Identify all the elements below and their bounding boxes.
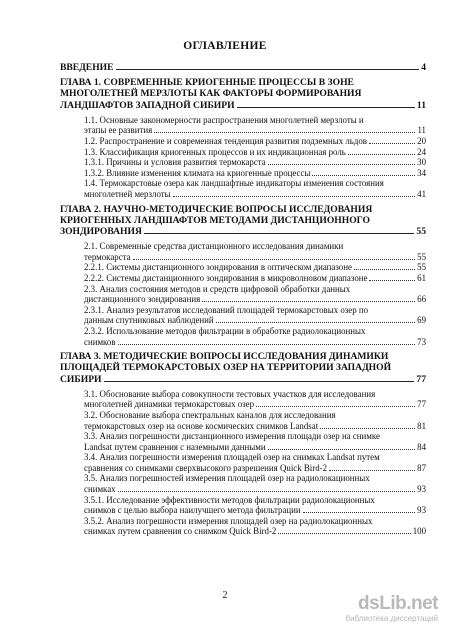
dot-leader — [369, 280, 415, 281]
section-entry-page: 77 — [417, 399, 426, 410]
section-entry — [60, 136, 426, 147]
dot-leader — [268, 164, 415, 165]
dot-leader — [202, 301, 415, 302]
section-entry-page: 69 — [417, 315, 426, 326]
dot-leader — [118, 491, 416, 492]
dot-leader — [173, 196, 415, 197]
section-entry-page: 30 — [417, 157, 426, 168]
section-entry — [60, 495, 426, 516]
section-entry-text: снимков — [84, 336, 116, 347]
chapter-entry — [60, 351, 426, 385]
section-entry-text: данным спутниковых наблюдений — [84, 315, 214, 326]
chapter-entry — [60, 77, 426, 111]
section-entry — [60, 305, 426, 326]
section-entry-text: 2.1. Современные средства дистанционного исследования динамики — [84, 241, 344, 252]
section-entry-text: многолетней мерзлоты — [84, 188, 171, 199]
section-entry-text: сравнения со снимками сверхвысокого разрешения Quick Bird-2 — [84, 462, 328, 473]
section-entry — [60, 452, 426, 473]
section-entry — [60, 473, 426, 494]
chapter-entry-text: КРИОГЕННЫХ ЛАНДШАФТОВ МЕТОДАМИ ДИСТАНЦИОННОГО — [60, 214, 371, 226]
watermark-logo: dsLib.net — [358, 593, 438, 614]
section-entry — [60, 168, 426, 179]
dot-leader — [369, 143, 415, 144]
intro-entry-page: 4 — [421, 62, 426, 73]
section-entry-page: 66 — [417, 294, 426, 305]
chapter-entry-text: ГЛАВА 1. СОВРЕМЕННЫЕ КРИОГЕННЫЕ ПРОЦЕССЫ В ЗОНЕ — [60, 77, 354, 89]
section-entry-text: Landsat путем сравнения с наземными данными — [84, 441, 266, 452]
dot-leader — [348, 154, 415, 155]
section-entry-text: 1.2. Распространение и современная тенденция развития подземных льдов — [84, 136, 367, 146]
section-entry-text: 2.2.2. Системы дистанционного зондирования в микроволновом диапазоне — [84, 272, 368, 283]
section-entry-text: снимках путем сравнения со снимком Quick Bird-2 — [84, 526, 277, 537]
section-entry-text: 1.3. Классификация криогенных процессов и их индикационная роль — [84, 146, 346, 157]
intro-entry-text: ВВЕДЕНИЕ — [60, 62, 114, 73]
section-entry-text: 3.5. Анализ погрешностей измерения площадей озер на радиолокационных — [84, 473, 370, 484]
watermark — [320, 594, 438, 630]
watermark-subtitle: библиотека диссертаций — [345, 614, 438, 623]
chapter-entry — [60, 204, 426, 238]
section-entry-page: 84 — [417, 441, 426, 452]
section-entry — [60, 389, 426, 410]
chapter-entry-text: ГЛАВА 3. МЕТОДИЧЕСКИЕ ВОПРОСЫ ИССЛЕДОВАНИЯ ДИНАМИКИ — [60, 351, 389, 363]
section-entry-text: 2.3. Анализ состояния методов и средств цифровой обработки данных — [84, 283, 351, 294]
dot-leader — [237, 107, 415, 108]
section-entry-page: 61 — [417, 272, 426, 283]
page-number: 2 — [222, 590, 228, 601]
section-entry-page: 24 — [417, 146, 426, 157]
dot-leader — [116, 69, 420, 70]
chapter-entry-page: 55 — [416, 225, 426, 237]
section-entry — [60, 273, 426, 284]
dot-leader — [278, 533, 410, 534]
section-entry-text: дистанционного зондирования — [84, 294, 201, 305]
dot-leader — [154, 132, 415, 133]
section-entry — [60, 284, 426, 305]
section-entry-text: 1.4. Термокарстовые озера как ландшафтные индикаторы изменения состояния — [84, 178, 384, 189]
section-entry-text: 3.5.2. Анализ погрешности измерения площадей озер на радиолокационных — [84, 515, 373, 526]
section-entry — [60, 431, 426, 452]
section-entry-text: снимков с целью выбора наилучшего метода фильтрации — [84, 505, 301, 516]
section-entry-text: 1.3.1. Причины и условия развития термокарста — [84, 157, 266, 168]
section-entry-page: 34 — [417, 167, 426, 178]
section-entry-page: 20 — [417, 136, 426, 146]
chapter-entry-text: ЛАНДШАФТОВ ЗАПАДНОЙ СИБИРИ — [60, 99, 235, 111]
section-entry-text: термокарста — [84, 251, 131, 262]
section-entry — [60, 157, 426, 168]
section-entry — [60, 326, 426, 347]
section-entry-text: 3.5.1. Исследование эффективности методов фильтрации радиолокационных — [84, 494, 375, 505]
section-entry-page: 73 — [417, 336, 426, 347]
section-entry-page: 41 — [417, 188, 426, 199]
section-entry-page: 93 — [417, 484, 426, 495]
section-entry-page: 93 — [417, 505, 426, 516]
chapter-entry-text: СИБИРИ — [60, 373, 102, 385]
chapter-entry-text: ПЛОЩАДЕЙ ТЕРМОКАРСТОВЫХ ОЗЕР НА ТЕРРИТОРИИ ЗАПАДНОЙ — [60, 362, 392, 374]
dot-leader — [216, 322, 415, 323]
section-entry — [60, 410, 426, 431]
dot-leader — [268, 449, 415, 450]
section-entry-text: снимках — [84, 484, 116, 495]
dot-leader — [303, 512, 415, 513]
chapter-entry-text: ГЛАВА 2. НАУЧНО-МЕТОДИЧЕСКИЕ ВОПРОСЫ ИССЛЕДОВАНИЯ — [60, 203, 373, 215]
section-entry — [60, 516, 426, 537]
table-of-contents — [60, 62, 426, 537]
section-entry-text: многолетней динамики термокарстовых озер — [84, 399, 255, 410]
section-entry-page: 100 — [412, 526, 426, 537]
dot-leader — [118, 344, 416, 345]
chapter-entry-page: 11 — [416, 99, 426, 111]
chapter-entry-text: МНОГОЛЕТНЕЙ МЕРЗЛОТЫ КАК ФАКТОРЫ ФОРМИРОВАНИЯ — [60, 88, 362, 100]
dot-leader — [354, 269, 415, 270]
intro-entry — [60, 62, 426, 73]
dot-leader — [144, 233, 415, 234]
section-entry-page: 81 — [417, 420, 426, 431]
section-entry-text: этапы ее развития — [84, 125, 153, 136]
section-entry-text: 3.2. Обоснование выбора спектральных каналов для исследования — [84, 409, 336, 420]
page-title: ОГЛАВЛЕНИЕ — [183, 40, 267, 52]
section-entry — [60, 115, 426, 136]
section-entry-text: 3.1. Обоснование выбора совокупности тестовых участков для исследования — [84, 388, 376, 399]
section-entry — [60, 178, 426, 199]
section-entry — [60, 241, 426, 262]
dot-leader — [104, 381, 415, 382]
dot-leader — [320, 428, 415, 429]
section-entry-page: 55 — [417, 251, 426, 262]
section-entry-page: 87 — [417, 462, 426, 473]
section-entry-text: 2.3.2. Использование методов фильтрации в обработке радиолокационных — [84, 325, 366, 336]
section-entry-page: 55 — [417, 262, 426, 273]
section-entry-page: 11 — [417, 125, 426, 136]
section-entry-text: термокарстовых озер на основе космических снимков Landsat — [84, 420, 319, 431]
section-entry-text: 1.3.2. Влияние изменения климата на криогенные процессы — [84, 167, 311, 178]
dot-leader — [256, 406, 415, 407]
section-entry-text: 3.3. Анализ погрешности дистанционного измерения площади озер на снимке — [84, 431, 380, 442]
chapter-entry-text: ЗОНДИРОВАНИЯ — [60, 225, 142, 237]
section-entry — [60, 147, 426, 158]
section-entry-text: 2.3.1. Анализ результатов исследований площадей термокарстовых озер по — [84, 304, 369, 315]
section-entry-text: 3.4. Анализ погрешности измерения площадей озер на снимках Landsat путем — [84, 452, 380, 463]
section-entry-text: 2.2.1. Системы дистанционного зондирования в оптическом диапазоне — [84, 262, 352, 273]
dot-leader — [312, 175, 415, 176]
dot-leader — [329, 470, 415, 471]
section-entry — [60, 262, 426, 273]
chapter-entry-page: 77 — [416, 373, 426, 385]
section-entry-text: 1.1. Основные закономерности распространения многолетней мерзлоты и — [84, 114, 364, 125]
dot-leader — [133, 259, 416, 260]
